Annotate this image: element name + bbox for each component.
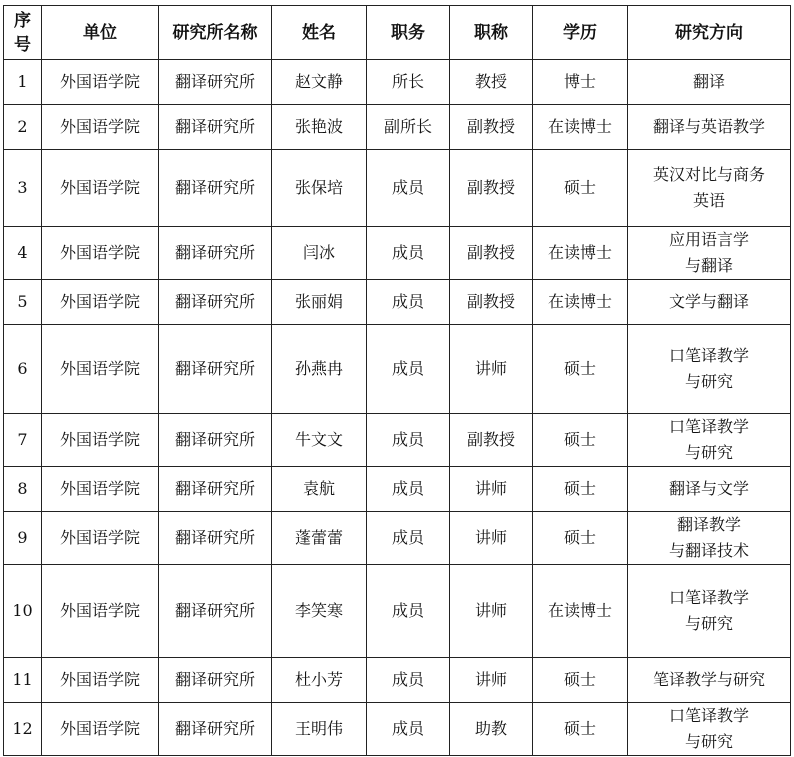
table-row [4,467,791,512]
cell-degree: 在读博士 [533,280,628,325]
cell-name: 杜小芳 [272,658,367,703]
staff-table [3,5,791,756]
cell-institute: 翻译研究所 [159,703,272,756]
cell-institute: 翻译研究所 [159,105,272,150]
cell-post: 成员 [367,658,450,703]
cell-direction: 口笔译教学 与研究 [628,565,791,658]
cell-name: 蓬蕾蕾 [272,512,367,565]
cell-unit: 外国语学院 [42,565,159,658]
cell-direction: 口笔译教学 与研究 [628,703,791,756]
table-row [4,280,791,325]
cell-unit: 外国语学院 [42,280,159,325]
cell-title: 副教授 [450,414,533,467]
cell-institute: 翻译研究所 [159,60,272,105]
header-post: 职务 [367,6,450,60]
cell-seq: 2 [4,105,42,150]
header-seq: 序 号 [4,6,42,60]
cell-unit: 外国语学院 [42,512,159,565]
table-row [4,565,791,658]
cell-post: 成员 [367,150,450,227]
table-row [4,150,791,227]
cell-unit: 外国语学院 [42,414,159,467]
header-title: 职称 [450,6,533,60]
cell-unit: 外国语学院 [42,703,159,756]
cell-title: 讲师 [450,325,533,414]
cell-seq: 6 [4,325,42,414]
table-row [4,105,791,150]
cell-title: 讲师 [450,565,533,658]
cell-seq: 8 [4,467,42,512]
table-row [4,658,791,703]
cell-seq: 7 [4,414,42,467]
cell-seq: 9 [4,512,42,565]
cell-seq: 5 [4,280,42,325]
table-row [4,414,791,467]
cell-institute: 翻译研究所 [159,512,272,565]
table-row [4,227,791,280]
cell-direction: 口笔译教学 与研究 [628,414,791,467]
cell-direction: 英汉对比与商务 英语 [628,150,791,227]
cell-name: 王明伟 [272,703,367,756]
cell-institute: 翻译研究所 [159,325,272,414]
cell-institute: 翻译研究所 [159,467,272,512]
cell-name: 李笑寒 [272,565,367,658]
cell-unit: 外国语学院 [42,60,159,105]
cell-degree: 硕士 [533,658,628,703]
cell-post: 所长 [367,60,450,105]
cell-direction: 翻译 [628,60,791,105]
cell-title: 讲师 [450,467,533,512]
cell-unit: 外国语学院 [42,227,159,280]
cell-degree: 硕士 [533,467,628,512]
cell-degree: 在读博士 [533,565,628,658]
cell-post: 成员 [367,280,450,325]
cell-direction: 口笔译教学 与研究 [628,325,791,414]
cell-institute: 翻译研究所 [159,280,272,325]
header-direction: 研究方向 [628,6,791,60]
cell-seq: 10 [4,565,42,658]
cell-title: 助教 [450,703,533,756]
cell-direction: 笔译教学与研究 [628,658,791,703]
cell-direction: 翻译与英语教学 [628,105,791,150]
table-row [4,512,791,565]
cell-degree: 在读博士 [533,227,628,280]
cell-post: 成员 [367,325,450,414]
cell-post: 成员 [367,565,450,658]
cell-name: 牛文文 [272,414,367,467]
cell-unit: 外国语学院 [42,658,159,703]
cell-institute: 翻译研究所 [159,227,272,280]
header-institute: 研究所名称 [159,6,272,60]
cell-degree: 在读博士 [533,105,628,150]
cell-seq: 4 [4,227,42,280]
cell-degree: 博士 [533,60,628,105]
cell-degree: 硕士 [533,414,628,467]
cell-seq: 11 [4,658,42,703]
cell-degree: 硕士 [533,512,628,565]
cell-seq: 3 [4,150,42,227]
table-row [4,703,791,756]
cell-name: 闫冰 [272,227,367,280]
cell-name: 张艳波 [272,105,367,150]
cell-title: 教授 [450,60,533,105]
cell-name: 袁航 [272,467,367,512]
cell-seq: 1 [4,60,42,105]
cell-institute: 翻译研究所 [159,658,272,703]
cell-title: 副教授 [450,105,533,150]
header-name: 姓名 [272,6,367,60]
cell-institute: 翻译研究所 [159,414,272,467]
cell-name: 孙燕冉 [272,325,367,414]
cell-post: 成员 [367,414,450,467]
cell-institute: 翻译研究所 [159,150,272,227]
cell-title: 副教授 [450,150,533,227]
cell-institute: 翻译研究所 [159,565,272,658]
cell-title: 副教授 [450,227,533,280]
cell-unit: 外国语学院 [42,150,159,227]
cell-unit: 外国语学院 [42,325,159,414]
table-row [4,60,791,105]
cell-post: 副所长 [367,105,450,150]
cell-title: 讲师 [450,512,533,565]
cell-post: 成员 [367,227,450,280]
cell-title: 讲师 [450,658,533,703]
cell-post: 成员 [367,512,450,565]
header-row [4,6,791,60]
cell-title: 副教授 [450,280,533,325]
cell-name: 赵文静 [272,60,367,105]
header-unit: 单位 [42,6,159,60]
cell-name: 张丽娟 [272,280,367,325]
cell-direction: 文学与翻译 [628,280,791,325]
table-row [4,325,791,414]
cell-unit: 外国语学院 [42,105,159,150]
cell-post: 成员 [367,703,450,756]
cell-degree: 硕士 [533,150,628,227]
cell-direction: 翻译教学 与翻译技术 [628,512,791,565]
cell-direction: 翻译与文学 [628,467,791,512]
cell-direction: 应用语言学 与翻译 [628,227,791,280]
cell-post: 成员 [367,467,450,512]
cell-degree: 硕士 [533,703,628,756]
cell-unit: 外国语学院 [42,467,159,512]
cell-name: 张保培 [272,150,367,227]
cell-seq: 12 [4,703,42,756]
header-degree: 学历 [533,6,628,60]
cell-degree: 硕士 [533,325,628,414]
